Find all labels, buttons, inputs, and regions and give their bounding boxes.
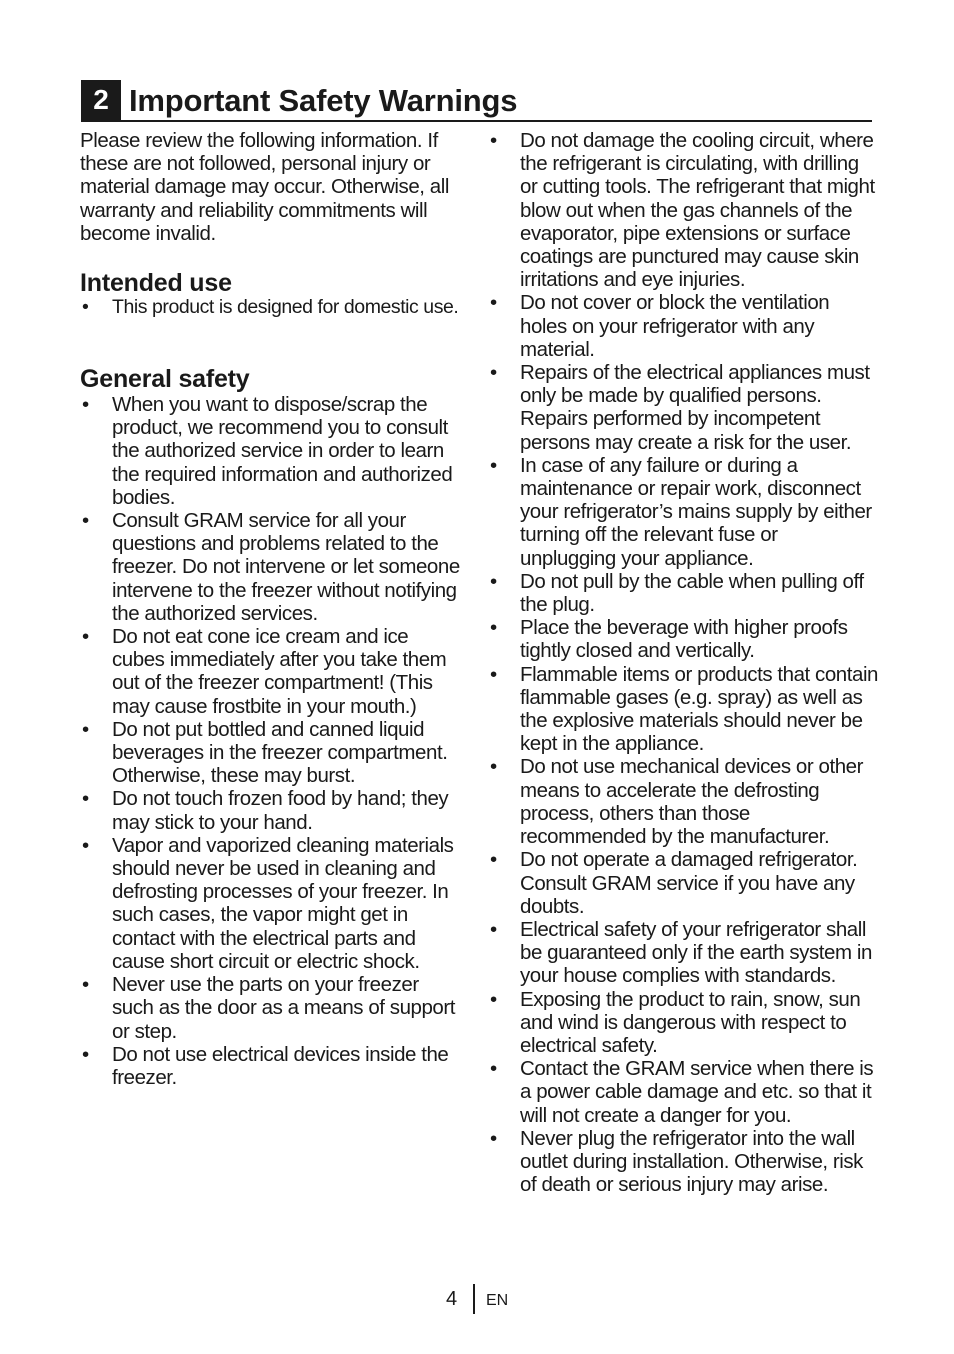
list-item: • Electrical safety of your refrigerator shall be guaranteed only if the earth system in your house complies with standards. xyxy=(488,918,878,988)
list-item: • Do not put bottled and canned liquid beverages in the freezer compartment. Otherwise, these may burst. xyxy=(80,718,465,788)
list-item: • Do not pull by the cable when pulling off the plug. xyxy=(488,570,878,616)
intended-use-list xyxy=(80,297,465,318)
right-column xyxy=(488,129,878,1196)
list-item: • Do not damage the cooling circuit, where the refrigerant is circulating, with drilling or cutting tools. The refrigerant that might blow out when the gas channels of the evaporator, pipe extensions or surface coatings are punctured may cause skin irritations and eye injuries. xyxy=(488,129,878,291)
list-item: • Vapor and vaporized cleaning materials should never be used in cleaning and defrosting processes of your freezer. In such cases, the vapor might get in contact with the electrical parts and cause short circuit or electric shock. xyxy=(80,834,465,973)
intended-use-heading: Intended use xyxy=(80,269,232,298)
list-item: • Never plug the refrigerator into the wall outlet during installation. Otherwise, risk of death or serious injury may arise. xyxy=(488,1127,878,1197)
footer-divider xyxy=(473,1284,475,1314)
list-item: • Place the beverage with higher proofs tightly closed and vertically. xyxy=(488,616,878,662)
section-header xyxy=(81,80,872,122)
list-item: • Flammable items or products that contain flammable gases (e.g. spray) as well as the explosive materials should never be kept in the appliance. xyxy=(488,663,878,756)
list-item: • Exposing the product to rain, snow, sun and wind is dangerous with respect to electrical safety. xyxy=(488,988,878,1058)
language-code: EN xyxy=(486,1292,509,1309)
list-item: • Contact the GRAM service when there is a power cable damage and etc. so that it will not create a danger for you. xyxy=(488,1057,878,1127)
section-number-badge: 2 xyxy=(81,80,121,120)
list-item: • Do not use mechanical devices or other means to accelerate the defrosting process, others than those recommended by the manufacturer. xyxy=(488,755,878,848)
list-item: • This product is designed for domestic use. xyxy=(80,297,465,318)
list-item: • Never use the parts on your freezer such as the door as a means of support or step. xyxy=(80,973,465,1043)
list-item: • In case of any failure or during a maintenance or repair work, disconnect your refrigerator’s mains supply by either turning off the relevant fuse or unplugging your appliance. xyxy=(488,454,878,570)
list-item: • Do not operate a damaged refrigerator. Consult GRAM service if you have any doubts. xyxy=(488,848,878,918)
list-item: • Do not cover or block the ventilation holes on your refrigerator with any material. xyxy=(488,291,878,361)
safety-warnings-list xyxy=(488,129,878,1196)
list-item: • Repairs of the electrical appliances must only be made by qualified persons. Repairs performed by incompetent persons may create a risk for the user. xyxy=(488,361,878,454)
intro-paragraph: Please review the following information. If these are not followed, personal injury or material damage may occur. Otherwise, all warranty and reliability commitments will become invalid. xyxy=(80,129,449,245)
list-item: • Consult GRAM service for all your questions and problems related to the freezer. Do not intervene or let someone intervene to the freezer without notifying the authorized services. xyxy=(80,509,465,625)
list-item: • Do not eat cone ice cream and ice cubes immediately after you take them out of the freezer compartment! (This may cause frostbite in your mouth.) xyxy=(80,625,465,718)
page-number: 4 xyxy=(446,1288,458,1310)
list-item: • Do not use electrical devices inside the freezer. xyxy=(80,1043,465,1089)
general-safety-list xyxy=(80,393,465,1089)
list-item: • Do not touch frozen food by hand; they may stick to your hand. xyxy=(80,787,465,833)
left-column xyxy=(80,129,465,1089)
general-safety-heading: General safety xyxy=(80,365,250,394)
page-title: Important Safety Warnings xyxy=(129,83,518,118)
list-item: • When you want to dispose/scrap the product, we recommend you to consult the authorized service in order to learn the required information and authorized bodies. xyxy=(80,393,465,509)
